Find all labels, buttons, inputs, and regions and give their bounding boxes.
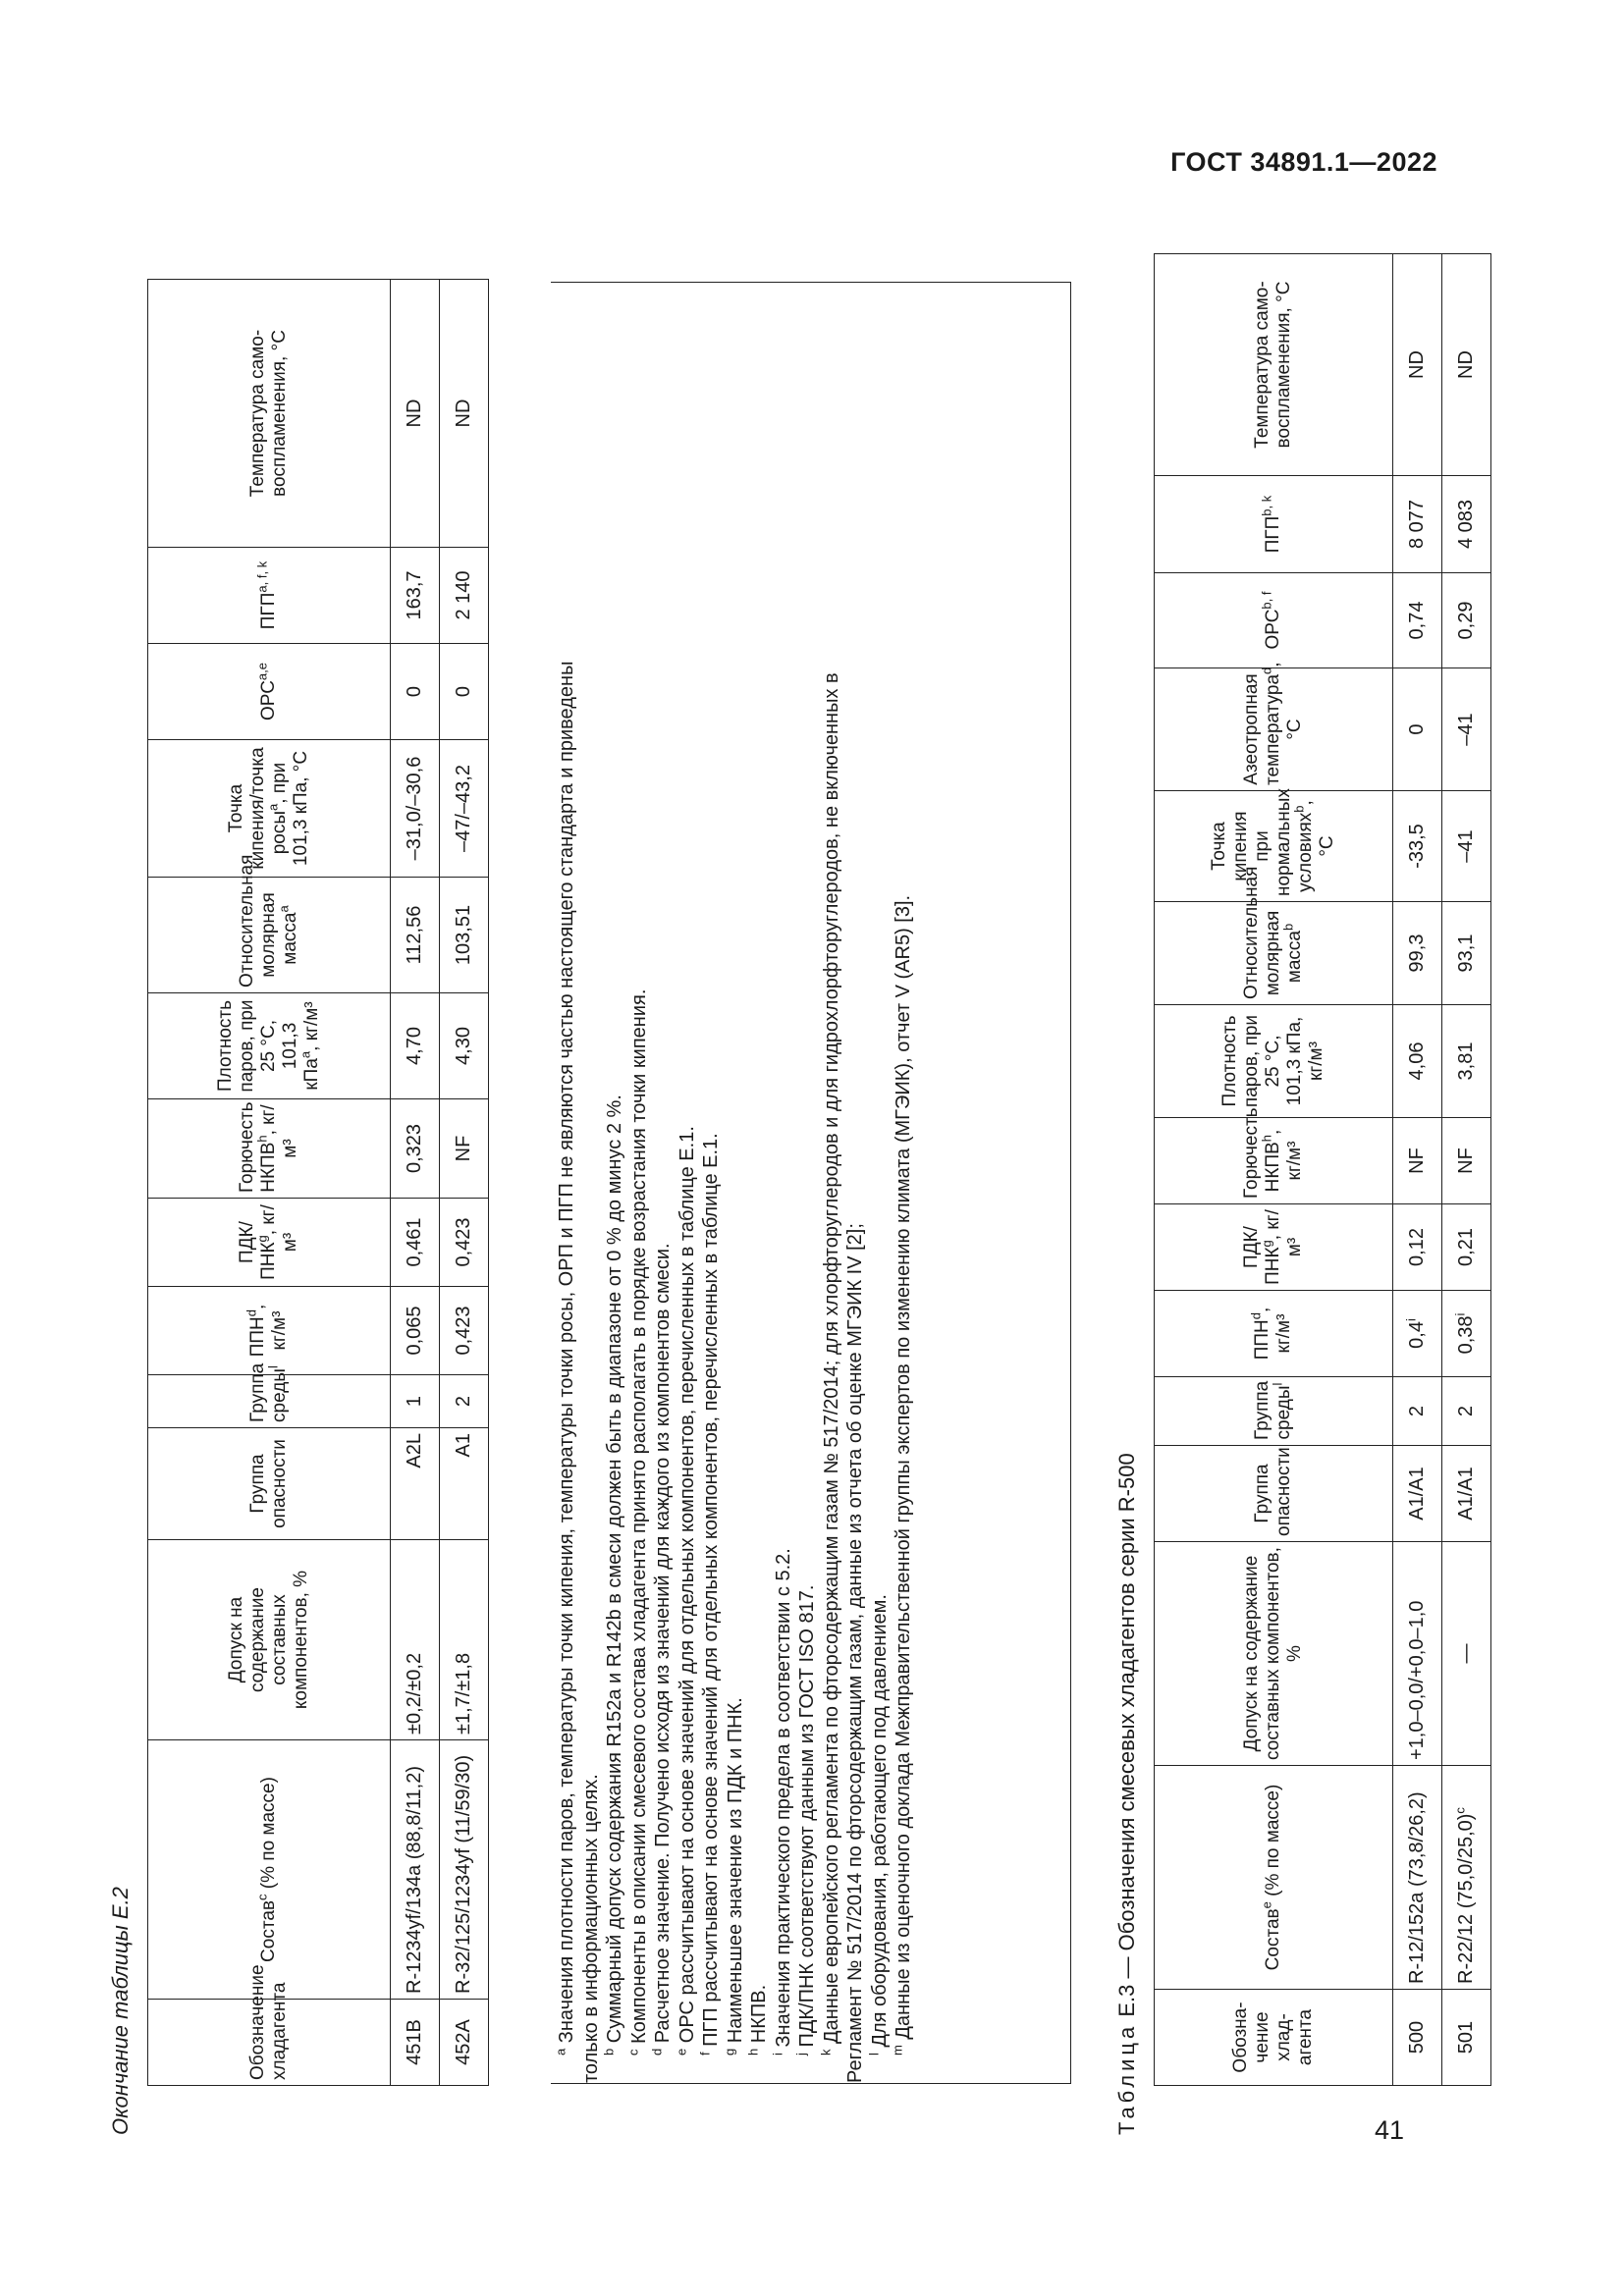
- footnote-text: ПДК/ПНК соответствуют данным из ГОСТ ISO 817.: [796, 1584, 818, 2054]
- col-boiling-point: Точка кипения при нормальных условиях$^b$, °С: [1155, 791, 1393, 902]
- cell-vapor-density: 4,70: [391, 993, 440, 1099]
- cell-flammability: NF: [1442, 1118, 1491, 1204]
- col-tolerance: Допуск на содержание составных компонентов, %: [1155, 1542, 1393, 1766]
- footnote-marker: i: [769, 2053, 785, 2056]
- footnote-text: ОРС рассчитывают на основе значений для отдельных компонентов, перечисленных в таблице Е.1.: [676, 1126, 698, 2049]
- cell-ppn: 0,4$^i$: [1393, 1291, 1442, 1377]
- document-standard-header: ГОСТ 34891.1—2022: [1170, 147, 1437, 177]
- cell-flammability: NF: [440, 1099, 489, 1199]
- footnote: [795, 293, 820, 2083]
- col-vapor-density: Плотность паров, при 25 °С, 101,3 кПа$^a$, кг/м³: [148, 993, 391, 1099]
- cell-designation: 501: [1442, 1990, 1491, 2086]
- cell-ors: 0,74: [1393, 573, 1442, 668]
- footnote: [673, 293, 700, 2083]
- cell-safety-group: A1/A1: [1442, 1446, 1491, 1542]
- footnote-text: Суммарный допуск содержания R152a и R142b в смеси должен быть в диапазоне от 0 % до минус 2 %.: [604, 1095, 625, 2049]
- col-ppn: ППН$^d$, кг/м³: [148, 1287, 391, 1375]
- table-row: [440, 280, 489, 2086]
- col-autoignition: Температура само-воспламенения, °С: [148, 280, 391, 548]
- cell-tolerance: +1,0–0,0/+0,0–1,0: [1393, 1542, 1442, 1766]
- col-azeotrope: Азеотропная температура$^d$, °С: [1155, 668, 1393, 791]
- cell-tolerance: ±0,2/±0,2: [391, 1540, 440, 1740]
- footnote-text: Данные европейского регламента по фторсодержащим газам № 517/2014; для хлорфторуглеродов и для гидрохлорфторуглеродов, не включенных в: [820, 672, 842, 2050]
- col-molar-mass: Относительная молярная масса$^b$: [1155, 902, 1393, 1005]
- footnote-text: ПГП рассчитывают на основе значений для отдельных компонентов, перечисленных в таблице Е.1.: [700, 1133, 722, 2053]
- cell-molar-mass: 112,56: [391, 878, 440, 993]
- cell-safety-group: A2L: [391, 1428, 440, 1540]
- cell-composition: R-12/152a (73,8/26,2): [1393, 1766, 1442, 1990]
- footnote: [817, 293, 844, 2083]
- col-composition: Состав$^c$ (% по массе): [148, 1740, 391, 2000]
- footnote-marker: f: [697, 2052, 713, 2056]
- cell-ptp: 2 140: [440, 548, 489, 644]
- col-ppn: ППН$^d$, кг/м³: [1155, 1291, 1393, 1377]
- footnote-text: Компоненты в описании смесевого состава хладагента принято располагать в порядке возрастания точки кипения.: [627, 988, 650, 2050]
- cell-boiling: -33,5: [1393, 791, 1442, 902]
- cell-ors: 0: [440, 644, 489, 740]
- col-pdk: ПДК/ПНК$^g$, кг/м³: [1155, 1204, 1393, 1291]
- cell-vapor-density: 4,06: [1393, 1005, 1442, 1118]
- footnote-text: Наименьшее значение из ПДК и ПНК.: [724, 1697, 746, 2049]
- cell-safety-group: A1/A1: [1393, 1446, 1442, 1542]
- footnote: [721, 293, 748, 2083]
- cell-autoignition: ND: [1442, 254, 1491, 476]
- cell-composition: R-22/12 $(75,0/25,0)^c$: [1442, 1766, 1491, 1990]
- col-medium-group: Группа среды$^l$: [1155, 1377, 1393, 1446]
- cell-pdk: 0,21: [1442, 1204, 1491, 1291]
- footnote: [555, 293, 579, 2083]
- col-pdk: ПДК/ПНК$^g$, кг/м³: [148, 1199, 391, 1287]
- footnote-marker: a: [553, 2048, 568, 2056]
- cell-medium-group: 1: [391, 1375, 440, 1428]
- rotated-landscape-content: [108, 142, 1477, 2135]
- footnote: [747, 293, 772, 2083]
- cell-ptp: 8 077: [1393, 476, 1442, 573]
- footnote-text: Для оборудования, работающего под давлением.: [868, 1594, 891, 2054]
- cell-autoignition: ND: [1393, 254, 1442, 476]
- col-ors: ОРС$^{a,e}$: [148, 644, 391, 740]
- cell-ptp: 163,7: [391, 548, 440, 644]
- footnote-marker: k: [817, 2049, 833, 2056]
- footnote: [651, 293, 676, 2083]
- footnote-text: Значения практического предела в соответствии с 5.2.: [772, 1548, 794, 2054]
- cell-molar-mass: 99,3: [1393, 902, 1442, 1005]
- footnote: [603, 293, 627, 2083]
- cell-designation: 451B: [391, 2000, 440, 2086]
- cell-composition: R-32/125/1234yf (11/59/30): [440, 1740, 489, 2000]
- footnote-marker: d: [649, 2048, 665, 2056]
- cell-ppn: 0,065: [391, 1287, 440, 1375]
- cell-autoignition: ND: [391, 280, 440, 548]
- page-number: 41: [1375, 2115, 1405, 2145]
- table-e2-footnotes: [551, 282, 1071, 2084]
- footnote-text: Расчетное значение. Получено исходя из значений для каждого из компонентов смеси.: [652, 1243, 674, 2049]
- cell-tolerance: ±1,7/±1,8: [440, 1540, 489, 1740]
- cell-tolerance: —: [1442, 1542, 1491, 1766]
- footnote-text: Регламент № 517/2014 по фторсодержащим газам, данные из отчета об оценке МГЭИК IV [2];: [844, 1223, 866, 2083]
- col-ptp: ПГП$^{a, f, k}$: [148, 548, 391, 644]
- col-safety-group: Группа опасности: [1155, 1446, 1393, 1542]
- col-ptp: ПГП$^{b, k}$: [1155, 476, 1393, 573]
- col-boiling-point: Точка кипения/точка росы$^a$, при 101,3 кПа, °С: [148, 740, 391, 878]
- cell-ors: 0: [391, 644, 440, 740]
- cell-medium-group: 2: [440, 1375, 489, 1428]
- table-row: [1393, 254, 1442, 2086]
- cell-ors: 0,29: [1442, 573, 1491, 668]
- table-continuation-title: Окончание таблицы Е.2: [108, 1887, 133, 2135]
- footnote: [579, 293, 604, 2083]
- cell-boiling: –31,0/–30,6: [391, 740, 440, 878]
- col-vapor-density: Плотность паров, при 25 °С, 101,3 кПа, кг/м³: [1155, 1005, 1393, 1118]
- footnote-marker: e: [673, 2048, 688, 2056]
- cell-ppn: 0,38$^i$: [1442, 1291, 1491, 1377]
- footnote: [624, 293, 652, 2083]
- cell-medium-group: 2: [1393, 1377, 1442, 1446]
- cell-ppn: 0,423: [440, 1287, 489, 1375]
- cell-designation: 452A: [440, 2000, 489, 2086]
- footnote-text: Значения плотности паров, температуры точки кипения, температуры точки росы, ОРП и ПГП не являются частью настоящего стандарта и приведены: [556, 661, 577, 2049]
- footnote-marker: g: [721, 2048, 736, 2056]
- footnote-marker: j: [793, 2053, 809, 2056]
- cell-safety-group: A1: [440, 1428, 489, 1540]
- col-designation: Обозначение хладагента: [148, 2000, 391, 2086]
- footnote: [892, 293, 916, 2083]
- col-medium-group: Группа среды$^l$: [148, 1375, 391, 1428]
- footnote-marker: l: [865, 2053, 881, 2056]
- col-ors: ОРС$^{b, f}$: [1155, 573, 1393, 668]
- col-safety-group: Группа опасности: [148, 1428, 391, 1540]
- table-row: [391, 280, 440, 2086]
- footnote: [699, 293, 724, 2083]
- footnote-marker: b: [601, 2048, 617, 2056]
- footnote: [843, 293, 868, 2083]
- table-e3: [1154, 253, 1491, 2086]
- footnote-marker: h: [745, 2048, 761, 2056]
- cell-boiling: –47/–43,2: [440, 740, 489, 878]
- table-row: [1442, 254, 1491, 2086]
- cell-designation: 500: [1393, 1990, 1442, 2086]
- col-flammability: Горючесть НКПВ$^h$, кг/м³: [148, 1099, 391, 1199]
- cell-composition: R-1234yf/134a (88,8/11,2): [391, 1740, 440, 2000]
- col-designation: Обозна-чение хлад-агента: [1155, 1990, 1393, 2086]
- footnote-text: НКПВ.: [748, 1984, 770, 2049]
- footnote-text: только в информационных целях.: [579, 1774, 602, 2083]
- cell-pdk: 0,12: [1393, 1204, 1442, 1291]
- cell-pdk: 0,461: [391, 1199, 440, 1287]
- col-autoignition: Температура само-воспламенения, °С: [1155, 254, 1393, 476]
- cell-molar-mass: 103,51: [440, 878, 489, 993]
- cell-medium-group: 2: [1442, 1377, 1491, 1446]
- footnote-text: Данные из оценочного доклада Межправительственной группы экспертов по изменению климата (МГЭИК), отчет V (AR5) [3].: [893, 894, 914, 2046]
- cell-flammability: 0,323: [391, 1099, 440, 1199]
- table-e2: [147, 279, 489, 2086]
- cell-azeotrope: 0: [1393, 668, 1442, 791]
- cell-pdk: 0,423: [440, 1199, 489, 1287]
- cell-flammability: NF: [1393, 1118, 1442, 1204]
- col-composition: Состав$^e$ (% по массе): [1155, 1766, 1393, 1990]
- footnote: [865, 293, 893, 2083]
- cell-ptp: 4 083: [1442, 476, 1491, 573]
- col-molar-mass: Относительная молярная масса$^a$: [148, 878, 391, 993]
- footnote: [769, 293, 796, 2083]
- cell-azeotrope: –41: [1442, 668, 1491, 791]
- table-e3-title: Таблица Е.3 — Обозначения смесевых хладагентов серии R-500: [1114, 1453, 1139, 2135]
- col-tolerance: Допуск на содержание составных компонентов, %: [148, 1540, 391, 1740]
- footnote-marker: c: [624, 2049, 640, 2056]
- cell-vapor-density: 3,81: [1442, 1005, 1491, 1118]
- cell-vapor-density: 4,30: [440, 993, 489, 1099]
- footnote-marker: m: [890, 2045, 905, 2056]
- cell-autoignition: ND: [440, 280, 489, 548]
- cell-molar-mass: 93,1: [1442, 902, 1491, 1005]
- col-flammability: Горючесть НКПВ$^h$, кг/м³: [1155, 1118, 1393, 1204]
- cell-boiling: –41: [1442, 791, 1491, 902]
